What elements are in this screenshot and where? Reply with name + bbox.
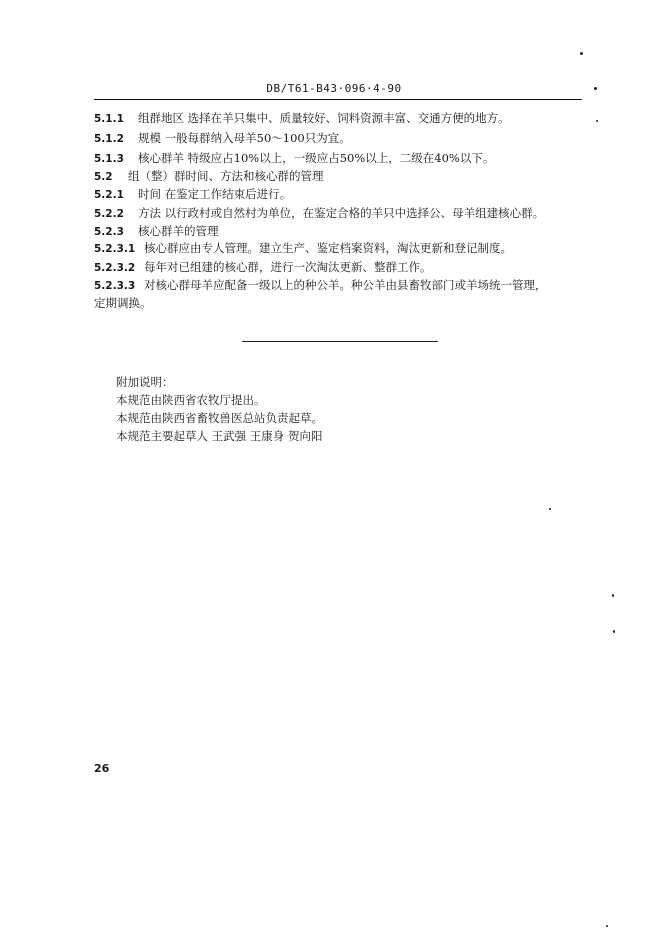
page-number: 26 — [94, 762, 110, 775]
scan-speck — [612, 594, 614, 597]
clause-text: 时间 在鉴定工作结束后进行。 — [138, 187, 292, 201]
clause-continuation: 定期调换。 — [94, 296, 152, 310]
end-of-text-rule — [242, 341, 438, 342]
clause-number: 5.2.3.2 — [94, 262, 136, 274]
clause-5-2-3-1 — [94, 240, 512, 257]
clause-text: 组（整）群时间、方法和核心群的管理 — [128, 169, 324, 183]
clause-text: 对核心群母羊应配备一级以上的种公羊。种公羊由县畜牧部门或羊场统一管理， — [144, 278, 547, 292]
clause-number: 5.1.1 — [94, 113, 124, 125]
scan-speck — [549, 508, 551, 510]
notes-line: 本规范主要起草人 王武强 王康身 贺向阳 — [116, 429, 323, 443]
clause-text: 核心群羊的管理 — [138, 224, 219, 238]
clause-5-2-3-3 — [94, 277, 547, 294]
document-code-header: DB/T61-B43·096·4-90 — [266, 82, 402, 95]
clause-text: 每年对已组建的核心群，进行一次淘汰更新、整群工作。 — [144, 260, 432, 274]
clause-5-2-3-2 — [94, 259, 432, 276]
clause-number: 5.2.3.3 — [94, 280, 136, 292]
scan-speck — [606, 925, 608, 927]
scan-speck — [613, 630, 615, 633]
clause-text: 方法 以行政村或自然村为单位，在鉴定合格的羊只中选择公、母羊组建核心群。 — [138, 206, 545, 220]
clause-text: 核心群应由专人管理。建立生产、鉴定档案资料，淘汰更新和登记制度。 — [144, 241, 512, 255]
clause-5-1-3 — [94, 150, 494, 167]
scan-speck — [580, 52, 583, 55]
clause-5-1-2 — [94, 130, 351, 147]
clause-number: 5.2.1 — [94, 189, 124, 201]
scan-speck — [596, 120, 598, 122]
clause-5-1-1 — [94, 110, 510, 127]
clause-number: 5.2.3.1 — [94, 243, 136, 255]
clause-number: 5.1.3 — [94, 153, 124, 165]
clause-5-2-1 — [94, 186, 291, 203]
clause-number: 5.2.2 — [94, 208, 124, 220]
notes-title: 附加说明： — [116, 375, 174, 389]
clause-text: 核心群羊 特级应占10%以上，一级应占50%以上，二级在40%以下。 — [138, 151, 495, 165]
header-rule — [94, 99, 582, 100]
notes-line: 本规范由陕西省畜牧兽医总站负责起草。 — [116, 411, 323, 425]
clause-text: 组群地区 选择在羊只集中、质量较好、饲料资源丰富、交通方便的地方。 — [138, 111, 510, 125]
clause-number: 5.2 — [94, 171, 113, 183]
clause-5-2 — [94, 168, 324, 185]
clause-text: 规模 一般每群纳入母羊50～100只为宜。 — [138, 131, 351, 145]
clause-number: 5.2.3 — [94, 226, 124, 238]
clause-5-2-3 — [94, 223, 219, 240]
notes-line: 本规范由陕西省农牧厅提出。 — [116, 393, 266, 407]
clause-5-2-2 — [94, 205, 544, 222]
clause-number: 5.1.2 — [94, 133, 124, 145]
scan-speck — [594, 87, 597, 90]
